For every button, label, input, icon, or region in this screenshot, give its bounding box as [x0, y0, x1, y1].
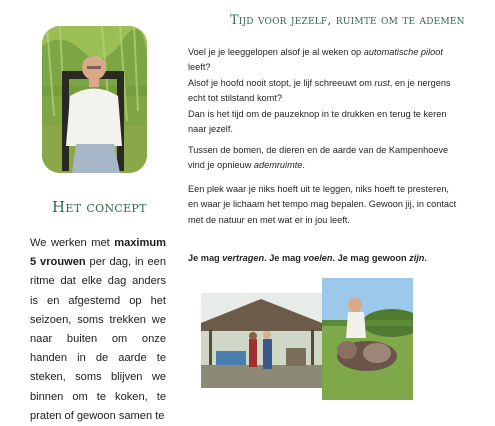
- farm-animal-photo: [322, 278, 413, 400]
- intro-line2-italic: rust: [374, 77, 390, 88]
- portrait-photo: [42, 26, 147, 173]
- mantra-b: vertragen: [222, 253, 265, 263]
- mantra-a: Je mag: [188, 253, 223, 263]
- intro-line1-a: Voel je je leeggelopen alsof je al weken op: [188, 47, 364, 57]
- nature-text: Tussen de bomen, de dieren en de aarde van de Kampenhoeve vind je opnieuw: [188, 145, 449, 171]
- intro-line1-c: leeft?: [188, 62, 211, 73]
- nature-paragraph: [188, 143, 460, 174]
- nature-end: .: [302, 160, 305, 171]
- mantra-d: voelen: [303, 253, 333, 263]
- nature-italic: ademruimte: [253, 160, 303, 171]
- intro-line2-a: Alsof je hoofd nooit stopt, je lijf schreeuwt om: [188, 77, 375, 88]
- intro-line3: Dan is het tijd om de pauzeknop in te drukken en terug te keren naar jezelf.: [188, 108, 447, 135]
- shelter-photo: [201, 293, 322, 388]
- mantra-g: .: [424, 253, 427, 263]
- concept-text-a: We werken met: [30, 237, 115, 249]
- intro-paragraph: [188, 45, 460, 137]
- concept-heading: Het concept: [52, 198, 147, 216]
- intro-line2-c: , en je nergens echt tot stilstand komt?: [188, 77, 451, 104]
- concept-text-bold: maximum 5 vrouwen: [30, 237, 166, 269]
- intro-line1-italic: automatische piloot: [363, 47, 443, 57]
- mantra-c: . Je mag: [264, 253, 304, 263]
- concept-text-c: per dag, in een ritme dat elke dag anders is en afgestemd op het seizoen, soms trekken we naar buiten om onze handen in de aarde te steken, soms blijven we binnen om te koken, te praten of gewoon samen te: [30, 256, 166, 422]
- place-paragraph: Een plek waar je niks hoeft uit te leggen, niks hoeft te presteren, en waar je lichaam het tempo mag bepalen. Gewoon jij, in contact met de natuur en met wat er in jou leeft.: [188, 184, 457, 225]
- section-heading: Tijd voor jezelf, ruimte om te ademen: [230, 13, 465, 28]
- mantra-e: . Je mag gewoon: [332, 253, 410, 263]
- mantra-f: zijn: [409, 253, 425, 263]
- mantra-line: [188, 251, 460, 266]
- concept-paragraph: [30, 234, 166, 426]
